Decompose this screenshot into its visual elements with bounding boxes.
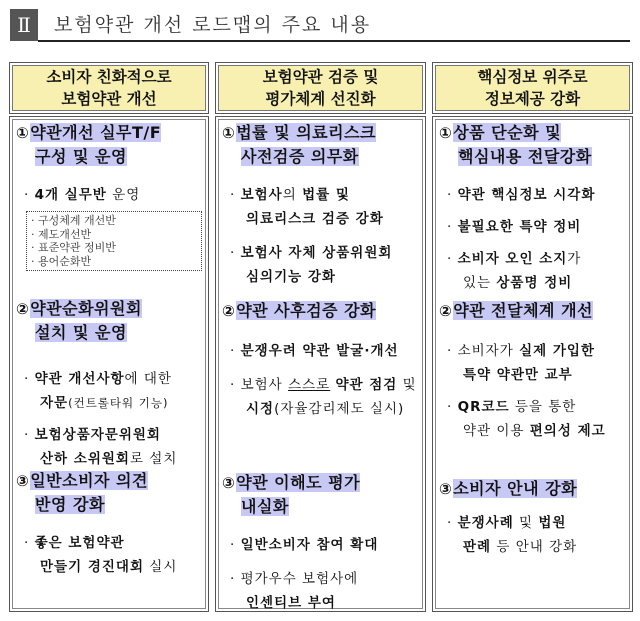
heading-number: ③ — [222, 474, 236, 492]
bullet-text: 및 — [397, 377, 417, 393]
section-number-badge: Ⅱ — [10, 9, 38, 41]
bullet-dot-icon: · — [447, 343, 458, 359]
bullet-text: 판례 — [463, 539, 492, 555]
bullet-text: 불필요한 특약 정비 — [457, 219, 582, 235]
bullet-text: (자율감리제도 실시) — [274, 401, 405, 417]
bullet-line — [447, 183, 628, 207]
bullet-text: 심의기능 강화 — [246, 269, 336, 285]
heading-line — [16, 493, 204, 516]
bullet-text: 에 대한 — [124, 371, 172, 387]
bullet-dot-icon: · — [230, 245, 241, 261]
heading-text: 약관 이해도 평가 — [236, 473, 361, 492]
bullet-dot-icon: · — [230, 537, 241, 553]
bullet-line — [230, 183, 421, 207]
sub-list-item-text: 표준약관 정비반 — [38, 241, 116, 254]
bullet-text: 만들기 경진대회 — [40, 559, 144, 575]
bullet-line — [24, 447, 204, 471]
section-heading — [439, 121, 628, 168]
bullet-item — [222, 183, 421, 231]
column-header-line: 정보제공 강화 — [484, 90, 581, 108]
heading-line — [222, 121, 421, 145]
heading-text: 약관 전달체계 개선 — [453, 301, 593, 320]
bullet-line — [24, 423, 204, 447]
bullet-line — [447, 339, 628, 363]
bullet-text: 실제 가입한 — [519, 343, 595, 359]
bullet-text: 상품명 정비 — [496, 275, 573, 291]
bullet-text: 분쟁우려 약관 발굴·개선 — [240, 343, 399, 359]
bullet-text: 소비자가 — [457, 343, 520, 359]
heading-number: ① — [439, 124, 453, 142]
sub-list-item: · 표준약관 정비반 — [31, 241, 116, 254]
section-heading — [16, 469, 204, 516]
bullet-text: 가 — [567, 251, 582, 267]
heading-number: ③ — [439, 480, 453, 498]
bullet-line — [24, 391, 204, 415]
sub-list-item-text: 용어순화반 — [38, 254, 92, 268]
bullet-line — [24, 367, 204, 391]
bullet-text: 약관 핵심정보 시각화 — [457, 187, 596, 203]
heading-text: 설치 및 운영 — [35, 323, 127, 342]
bullet-text: 법률 및 — [302, 187, 350, 203]
bullet-line — [447, 535, 628, 559]
section-heading — [439, 299, 628, 323]
bullet-text: 4개 실무반 — [34, 187, 107, 203]
bullet-text: 실시 — [144, 559, 178, 575]
bullet-text: 의 — [282, 187, 303, 203]
bullet-item — [439, 215, 628, 239]
bullet-text: 자문 — [40, 395, 69, 411]
bullet-line — [230, 567, 421, 591]
bullet-line — [447, 247, 628, 271]
bullet-text: 보험사 — [240, 377, 289, 393]
heading-line — [439, 121, 628, 145]
heading-line — [439, 477, 628, 501]
heading-number: ② — [439, 302, 453, 320]
section-heading — [16, 121, 204, 168]
bullet-item — [16, 183, 204, 207]
bullet-text: 및 — [513, 515, 539, 531]
heading-line — [222, 471, 421, 495]
heading-number: ② — [16, 300, 30, 318]
bullet-text: 평가우수 보험사에 — [240, 571, 359, 587]
bullet-text: 편의성 제고 — [529, 423, 606, 439]
bullet-item — [439, 247, 628, 295]
bullet-dot-icon: · — [447, 251, 458, 267]
bullet-item — [222, 241, 421, 289]
bullet-line — [447, 395, 628, 419]
bullet-line — [230, 373, 421, 397]
bullet-item — [222, 339, 421, 363]
heading-number: ① — [16, 124, 30, 142]
bullet-line — [230, 339, 421, 363]
heading-text: 약관개선 실무T/F — [30, 123, 162, 142]
section-heading — [222, 299, 421, 323]
bullet-item — [222, 533, 421, 557]
bullet-item — [16, 423, 204, 471]
heading-number: ① — [222, 124, 236, 142]
bullet-text: 법원 — [538, 515, 567, 531]
heading-line — [16, 297, 204, 321]
bullet-text: 운영 — [106, 187, 141, 203]
bullet-line — [447, 363, 628, 387]
column-header-line: 핵심정보 위주로 — [477, 68, 588, 86]
bullet-text: QR코드 — [457, 399, 510, 415]
column-content-verification — [215, 116, 426, 612]
heading-text: 구성 및 운영 — [35, 147, 127, 166]
heading-text: 약관 사후검증 강화 — [236, 301, 376, 320]
bullet-line — [447, 271, 628, 295]
bullet-text: 등을 통한 — [509, 399, 577, 415]
bullet-line — [447, 511, 628, 535]
bullet-item — [222, 373, 421, 421]
bullet-text: 시정 — [246, 401, 275, 417]
bullet-line — [24, 183, 204, 207]
bullet-text: 보험상품자문위원회 — [34, 427, 161, 443]
column-header-line: 보험약관 검증 및 — [262, 68, 379, 86]
bullet-dot-icon: · — [24, 427, 35, 443]
heading-line — [16, 469, 204, 493]
bullet-dot-icon: · — [447, 187, 458, 203]
bullet-dot-icon: · — [24, 535, 35, 551]
heading-text: 법률 및 의료리스크 — [236, 123, 376, 142]
bullet-text: 산하 소위원회 — [40, 451, 130, 467]
bullet-line — [447, 215, 628, 239]
bullet-item — [439, 183, 628, 207]
bullet-item — [439, 339, 628, 387]
heading-text: 내실화 — [241, 497, 289, 516]
column-content-core-info — [432, 116, 633, 612]
section-divider — [38, 40, 630, 42]
column-header-verification — [215, 62, 426, 114]
bullet-item — [16, 367, 204, 415]
bullet-line — [230, 533, 421, 557]
bullet-dot-icon: · — [230, 571, 241, 587]
column-header-consumer-friendly — [9, 62, 209, 114]
heading-text: 핵심내용 전달강화 — [458, 147, 592, 166]
sub-item-list — [26, 211, 202, 271]
bullet-text: 등 안내 강화 — [491, 539, 578, 555]
section-heading — [16, 297, 204, 344]
bullet-item — [16, 531, 204, 579]
bullet-text: 약관 이용 — [463, 423, 530, 439]
bullet-line — [230, 241, 421, 265]
bullet-dot-icon: · — [24, 187, 35, 203]
heading-line — [16, 121, 204, 145]
heading-line — [222, 145, 421, 168]
column-header-line: 소비자 친화적으로 — [46, 68, 172, 86]
bullet-item — [439, 511, 628, 559]
bullet-text: 있는 — [463, 275, 497, 291]
heading-text: 사전검증 의무화 — [241, 147, 359, 166]
heading-line — [222, 495, 421, 518]
bullet-line — [24, 531, 204, 555]
heading-line — [439, 299, 628, 323]
heading-text: 상품 단순화 및 — [453, 123, 562, 142]
sub-list-item: · 제도개선반 — [31, 227, 92, 241]
heading-line — [16, 145, 204, 168]
heading-text: 약관순화위원회 — [30, 299, 142, 318]
column-header-core-info — [432, 62, 633, 114]
heading-line — [222, 299, 421, 323]
bullet-text: 보험사 자체 상품위원회 — [240, 245, 393, 261]
heading-number: ③ — [16, 472, 30, 490]
bullet-item — [222, 567, 421, 615]
column-content-consumer-friendly — [9, 116, 209, 612]
bullet-dot-icon: · — [447, 515, 458, 531]
bullet-text: 특약 약관만 교부 — [463, 367, 573, 383]
heading-number: ② — [222, 302, 236, 320]
sub-list-item-text: 구성체계 개선반 — [38, 214, 116, 227]
column-header-line: 보험약관 개선 — [61, 90, 157, 108]
bullet-line — [24, 555, 204, 579]
bullet-line — [230, 591, 421, 615]
bullet-dot-icon: · — [447, 399, 458, 415]
bullet-dot-icon: · — [24, 371, 35, 387]
bullet-text: 보험사 — [240, 187, 283, 203]
section-heading — [439, 477, 628, 501]
bullet-line — [230, 207, 421, 231]
bullet-dot-icon: · — [230, 377, 241, 393]
bullet-text: 약관 점검 — [335, 377, 398, 393]
bullet-line — [230, 397, 421, 421]
bullet-line — [230, 265, 421, 289]
bullet-line — [447, 419, 628, 443]
heading-text: 일반소비자 의견 — [30, 471, 148, 490]
bullet-text: 약관 개선사항 — [34, 371, 125, 387]
bullet-item — [439, 395, 628, 443]
section-heading — [222, 121, 421, 168]
bullet-text: 의료리스크 검증 강화 — [246, 211, 384, 227]
heading-line — [16, 321, 204, 344]
bullet-dot-icon: · — [230, 343, 241, 359]
sub-list-item: · 용어순화반 — [31, 254, 92, 268]
sub-list-item-text: 제도개선반 — [38, 227, 92, 241]
heading-text: 소비자 안내 강화 — [453, 479, 578, 498]
bullet-text: 로 설치 — [129, 451, 178, 467]
bullet-text: 일반소비자 참여 확대 — [240, 537, 379, 553]
section-title: 보험약관 개선 로드맵의 주요 내용 — [54, 14, 372, 36]
bullet-text: (컨트롤타워 기능) — [68, 396, 169, 410]
bullet-text: 인센티브 부여 — [246, 595, 336, 611]
bullet-text: 좋은 보험약관 — [34, 535, 125, 551]
section-heading — [222, 471, 421, 518]
bullet-dot-icon: · — [447, 219, 458, 235]
column-header-line: 평가체계 선진화 — [265, 90, 376, 108]
sub-list-item: · 구성체계 개선반 — [31, 214, 116, 227]
heading-line — [439, 145, 628, 168]
bullet-text: 분쟁사례 — [457, 515, 514, 531]
bullet-text: 소비자 오인 소지 — [457, 251, 568, 267]
bullet-dot-icon: · — [230, 187, 241, 203]
bullet-text: 스스로 — [288, 377, 331, 393]
heading-text: 반영 강화 — [35, 495, 105, 514]
